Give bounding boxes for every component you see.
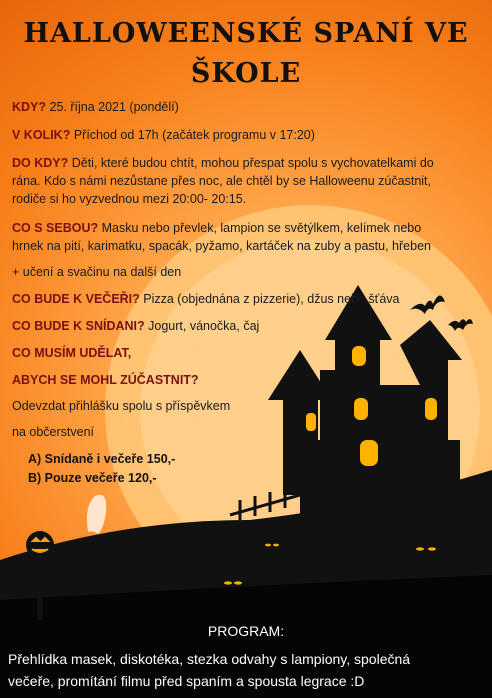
time-text: Příchod od 17h (začátek programu v 17:20)	[70, 128, 315, 142]
todo-heading-2: ABYCH SE MOHL ZÚČASTNIT?	[12, 373, 199, 387]
bring-line-1	[12, 221, 421, 235]
page-title-line-1: HALLOWEENSKÉ SPANÍ VE	[23, 18, 469, 49]
dinner-text: Pizza (objednána z pizzerie), džus nebo šťáva	[139, 292, 400, 306]
fee-option-a: A) Snídaně i večeře 150,-	[28, 452, 176, 466]
fee-option-b: B) Pouze večeře 120,-	[28, 471, 157, 485]
when-text: 25. října 2021 (pondělí)	[46, 100, 179, 114]
pumpkin-head	[26, 531, 54, 559]
todo-heading-1: CO MUSÍM UDĚLAT,	[12, 346, 132, 360]
breakfast-text: Jogurt, vánočka, čaj	[144, 319, 260, 333]
program-line-1: Přehlídka masek, diskotéka, stezka odvahy s lampiony, společná	[8, 651, 411, 667]
when-line	[12, 100, 179, 114]
bring-text-1: Masku nebo převlek, lampion se světýlkem, kelímek nebo	[98, 221, 422, 235]
time-line	[12, 128, 315, 142]
dinner-label: CO BUDE K VEČEŘI?	[12, 292, 140, 306]
todo-text-2: na občerstvení	[12, 425, 94, 439]
bring-line-2: hrnek na pití, karimatku, spacák, pyžamo, kartáček na zuby a pastu, hřeben	[12, 239, 431, 253]
time-label: V KOLIK?	[12, 128, 71, 142]
until-line-3: rodiče si ho vyzvednou mezi 20:00- 20:15.	[12, 192, 247, 206]
bring-label: CO S SEBOU?	[12, 221, 99, 235]
program-heading: PROGRAM:	[207, 623, 285, 639]
todo-text-1: Odevzdat přihlášku spolu s příspěvkem	[12, 399, 231, 413]
until-label: DO KDY?	[12, 156, 69, 170]
until-text-1: Děti, které budou chtít, mohou přespat spolu s vychovatelkami do	[68, 156, 434, 170]
ghost-icon	[87, 495, 106, 534]
page-title-line-2: ŠKOLE	[190, 58, 302, 89]
breakfast-line	[12, 319, 259, 333]
until-line-2: rána. Kdo s námi nezůstane přes noc, ale chtěl by se Halloweenu zúčastnit,	[12, 174, 431, 188]
until-line-1	[12, 156, 434, 170]
dinner-line	[12, 292, 400, 306]
bring-line-3: + učení a svačinu na další den	[12, 265, 182, 279]
when-label: KDY?	[12, 100, 47, 114]
program-line-2: večeře, promítání filmu před spaním a spousta legrace :D	[8, 673, 365, 689]
breakfast-label: CO BUDE K SNÍDANI?	[12, 319, 145, 333]
